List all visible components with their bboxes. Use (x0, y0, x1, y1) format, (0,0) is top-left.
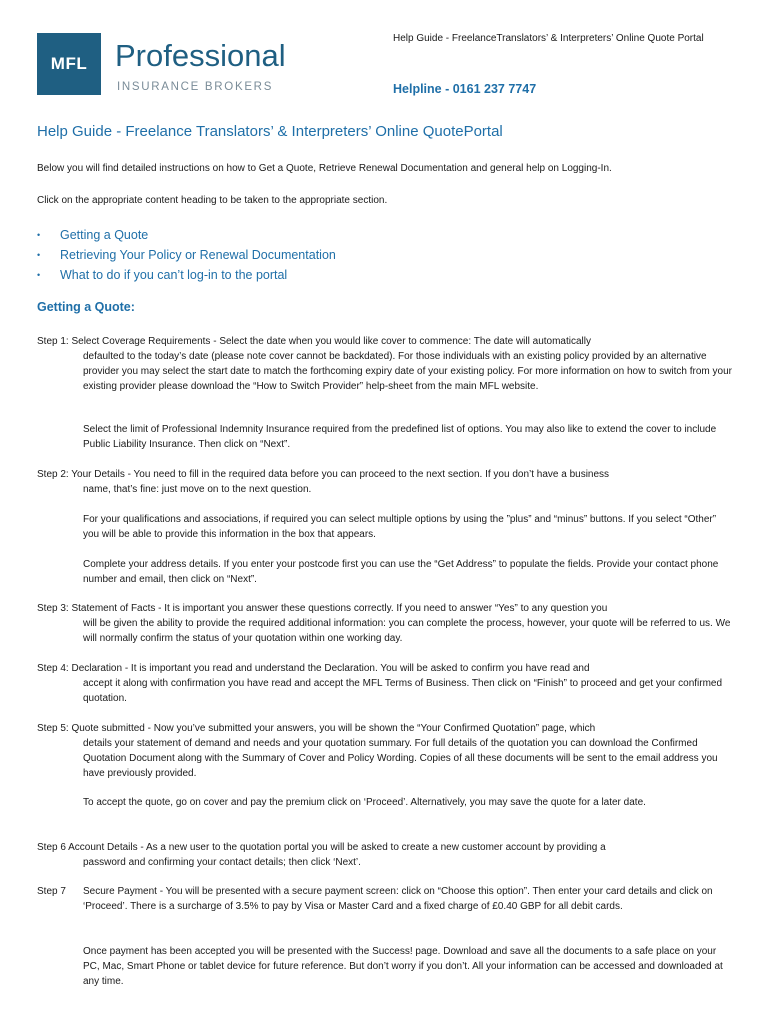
step-1-heading: Step 1: Select Coverage Requirements - Select the date when you would like cover to commence: The date will automatically (37, 336, 591, 347)
step-5-heading: Step 5: Quote submitted - Now you’ve submitted your answers, you will be shown the “Your Confirmed Quotation” page, which (37, 723, 596, 734)
section-links (37, 225, 336, 285)
step-2-heading: Step 2: Your Details - You need to fill in the required data before you can proceed to the next section. If you don’t have a business (37, 469, 610, 480)
step-6-heading: Step 6 Account Details - As a new user to the quotation portal you will be asked to create a new customer account by providing a (37, 842, 606, 853)
link-getting-a-quote[interactable]: • Getting a Quote (37, 225, 336, 245)
link-login-help[interactable]: • What to do if you can’t log-in to the portal (37, 265, 336, 285)
intro-paragraph: Below you will find detailed instructions on how to Get a Quote, Retrieve Renewal Documentation and general help on Logging-In. (37, 163, 612, 174)
step-5-paragraph-2: To accept the quote, go on cover and pay the premium click on ‘Proceed’. Alternatively, you may save the quote for a later date. (83, 797, 646, 808)
bullet-icon: • (37, 250, 41, 260)
step-3-text: will be given the ability to provide the required additional information: you can complete the process, however, your quote will be referred to us. We will normally confirm the status of your quotation within one working day. (83, 618, 731, 644)
link-retrieving-policy[interactable]: • Retrieving Your Policy or Renewal Documentation (37, 245, 336, 265)
instruction-paragraph: Click on the appropriate content heading to be taken to the appropriate section. (37, 195, 388, 206)
step-6 (37, 840, 737, 870)
helpline: Helpline - 0161 237 7747 (393, 82, 537, 96)
header-doc-title: Help Guide - FreelanceTranslators’ & Interpreters’ Online Quote Portal (393, 33, 704, 44)
step-2-paragraph-2: For your qualifications and associations, if required you can select multiple options by using the ”plus” and “minus” buttons. If you select “Other” you will be able to provide this information in the box that appears. (83, 514, 717, 540)
step-2-text: name, that’s fine: just move on to the next question. (83, 484, 312, 495)
section-heading-getting-a-quote: Getting a Quote: (37, 300, 135, 314)
step-7-label: Step 7 (37, 886, 66, 897)
step-1-text: defaulted to the today’s date (please note cover cannot be backdated). For those individuals with an existing policy provided by an alternative provider you may select the start date to match the forthcoming expiry date of your existing policy. For more information on how to switch from your existing provider please download the “How to Switch Provider” help-sheet from the main MFL website. (83, 351, 732, 392)
logo-name: Professional (115, 38, 286, 73)
step-4-text: accept it along with confirmation you have read and accept the MFL Terms of Business. Then click on “Finish” to proceed and get your confirmed quotation. (83, 678, 723, 704)
step-1 (37, 334, 737, 394)
step-7-text: Secure Payment - You will be presented with a secure payment screen: click on “Choose this option”. Then enter your card details and click on ‘Proceed’. There is a surcharge of 3.5% to pay by Visa or Master Card and a fixed charge of £0.40 GBP for all debit cards. (83, 886, 713, 912)
step-2 (37, 467, 737, 497)
step-3 (37, 601, 737, 646)
step-7-paragraph-2: Once payment has been accepted you will be presented with the Success! page. Download and save all the documents to a safe place on your PC, Mac, Smart Phone or tablet device for future reference. But don’t worry if you don’t. All your information can be accessed and downloaded at any time. (83, 946, 723, 987)
bullet-icon: • (37, 230, 41, 240)
mfl-logo (37, 33, 297, 95)
step-4 (37, 661, 737, 706)
logo-mark: MFL (37, 33, 101, 95)
step-4-heading: Step 4: Declaration - It is important you read and understand the Declaration. You will be asked to confirm you have read and (37, 663, 590, 674)
step-3-heading: Step 3: Statement of Facts - It is important you answer these questions correctly. If you need to answer “Yes” to any question you (37, 603, 608, 614)
step-6-text: password and confirming your contact details; then click ‘Next’. (83, 857, 361, 868)
bullet-icon: • (37, 270, 41, 280)
step-5 (37, 721, 737, 781)
step-1-paragraph-2: Select the limit of Professional Indemnity Insurance required from the predefined list of options. You may also like to extend the cover to include Public Liability Insurance. Then click on “Next”. (83, 424, 717, 450)
logo-tagline: INSURANCE BROKERS (117, 81, 274, 93)
page-title: Help Guide - Freelance Translators’ & Interpreters’ Online QuotePortal (37, 123, 503, 140)
step-2-paragraph-3: Complete your address details. If you enter your postcode first you can use the “Get Address” to populate the fields. Provide your contact phone number and email, then click on “Next”. (83, 559, 719, 585)
step-5-text: details your statement of demand and needs and your quotation summary. For full details of the quotation you can download the Confirmed Quotation Document along with the Summary of Cover and Policy Wording. Copies of all these documents will be sent to the email address you have previously provided. (83, 738, 718, 779)
